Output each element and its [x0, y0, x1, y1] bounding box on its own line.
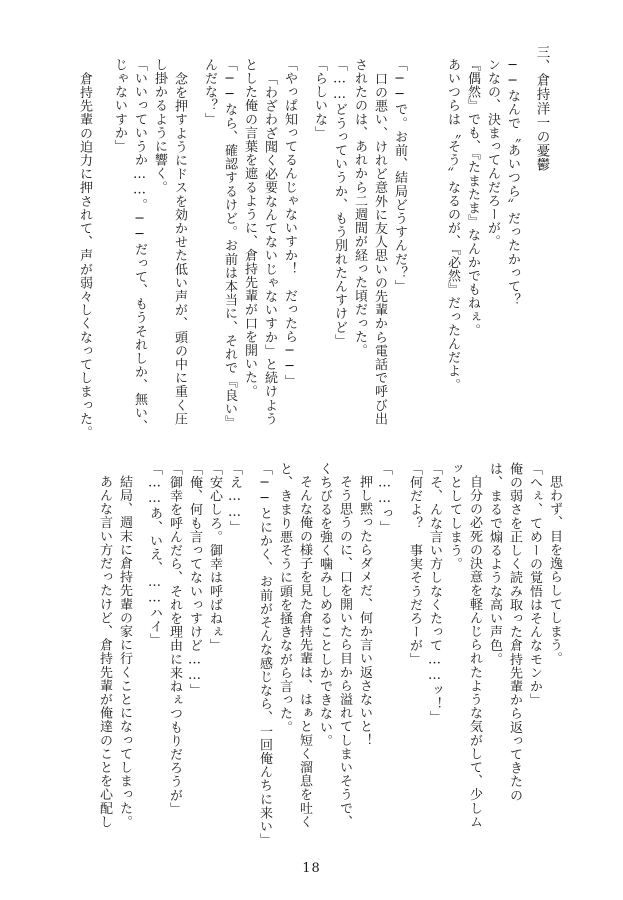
text-line: 「らしいな」 — [312, 58, 327, 140]
text-line: 念を押すようにドスを効かせた低い声が、頭の中に重く圧 — [172, 72, 187, 426]
text-line: 「いいっていうか……。──だって、もうそれしか、無い、 — [132, 58, 147, 434]
text-line: くちびるを強く噛みしめることしかできない。 — [317, 462, 332, 748]
text-line: 「……あ、いえ、……ハイ」 — [147, 462, 162, 647]
text-line: 「……っ」 — [377, 462, 392, 534]
text-line: 自分の必死の決意を軽んじられたような気がして、少しム — [467, 475, 482, 829]
text-line: 「……どうっていうか、もう別れたんすけど」 — [332, 58, 347, 348]
text-line: 「──で。お前、結局どうすんだ？」 — [392, 58, 407, 294]
text-line: し掛かるように響く。 — [152, 58, 167, 194]
text-line: とした俺の言葉を遮るように、倉持先輩が口を開いた。 — [242, 58, 257, 398]
text-line: 倉持先輩の迫力に押されて、声が弱々しくなってしまった。 — [77, 72, 92, 440]
text-line: 結局、週末に倉持先輩の家に行くことになってしまった。 — [117, 475, 132, 829]
text-line: 「え……」 — [227, 462, 242, 534]
text-line: 俺の弱さを正しく読み取った倉持先輩から返ってきたの — [507, 462, 522, 802]
text-line: 「そ、んな言い方しなくたって……ッ！」 — [427, 462, 442, 725]
text-line: そんな俺の様子を見た倉持先輩は、はぁと短く溜息を吐く — [297, 475, 312, 829]
text-line: んだな？」 — [202, 58, 217, 126]
text-line: 「──とにかく、お前がそんな感じなら、一回俺んちに来い」 — [257, 462, 272, 847]
chapter-title: 三、倉持洋一の憂鬱 — [533, 45, 550, 172]
text-line: ッとしてしまう。 — [447, 462, 462, 571]
text-line: 「安心しろ。御幸は呼ばねぇ」 — [207, 462, 222, 653]
text-line: ──なんで〝あいつら〟だったかって？ — [505, 58, 520, 307]
page-number: 18 — [302, 861, 321, 876]
text-line: は、まるで煽るような高い声色。 — [487, 462, 502, 666]
text-line: と、きまり悪そうに頭を掻きながら言った。 — [277, 462, 292, 734]
text-line: じゃないすか」 — [112, 58, 127, 154]
text-line: 「俺、何も言ってないっすけど……」 — [187, 462, 202, 698]
text-line: 「何だよ？ 事実そうだろーが」 — [407, 462, 422, 666]
text-line: 「わざわざ聞く必要なんてないじゃないすか」と続けよう — [262, 72, 277, 426]
text-line: 「へぇ、てめーの覚悟はそんなモンか」 — [527, 462, 542, 707]
text-line: 『偶然』でも、『たまたま』なんかでもねぇ。 — [465, 58, 480, 338]
text-line: 押し黙ったらダメだ、何か言い返さないと！ — [357, 475, 372, 747]
text-line: そう思うのに、口を開いたら目から溢れてしまいそうで、 — [337, 475, 352, 829]
text-line: されたのは、あれから二週間が経った頃だった。 — [352, 58, 367, 358]
text-line: 口の悪い、けれど意外に友人思いの先輩から電話で呼び出 — [372, 72, 387, 426]
text-line: 「──なら、確認するけど。お前は本当に、それで『良い』 — [222, 58, 237, 430]
text-line: 「御幸を呼んだら、それを理由に来ねぇつもりだろうが」 — [167, 462, 182, 816]
text-line: あんな言い方だったけど、倉持先輩が俺達のことを心配し — [97, 475, 112, 829]
text-line: あいつらは〝そう〟なるのが、『必然』だったんだよ。 — [445, 58, 460, 392]
text-line: 「やっぱ知ってるんじゃないすか！ だったら──」 — [282, 58, 297, 389]
text-line: 思わず、目を逸らしてしまう。 — [547, 475, 562, 666]
text-line: ンなの、決まってんだろーが。 — [485, 58, 500, 249]
